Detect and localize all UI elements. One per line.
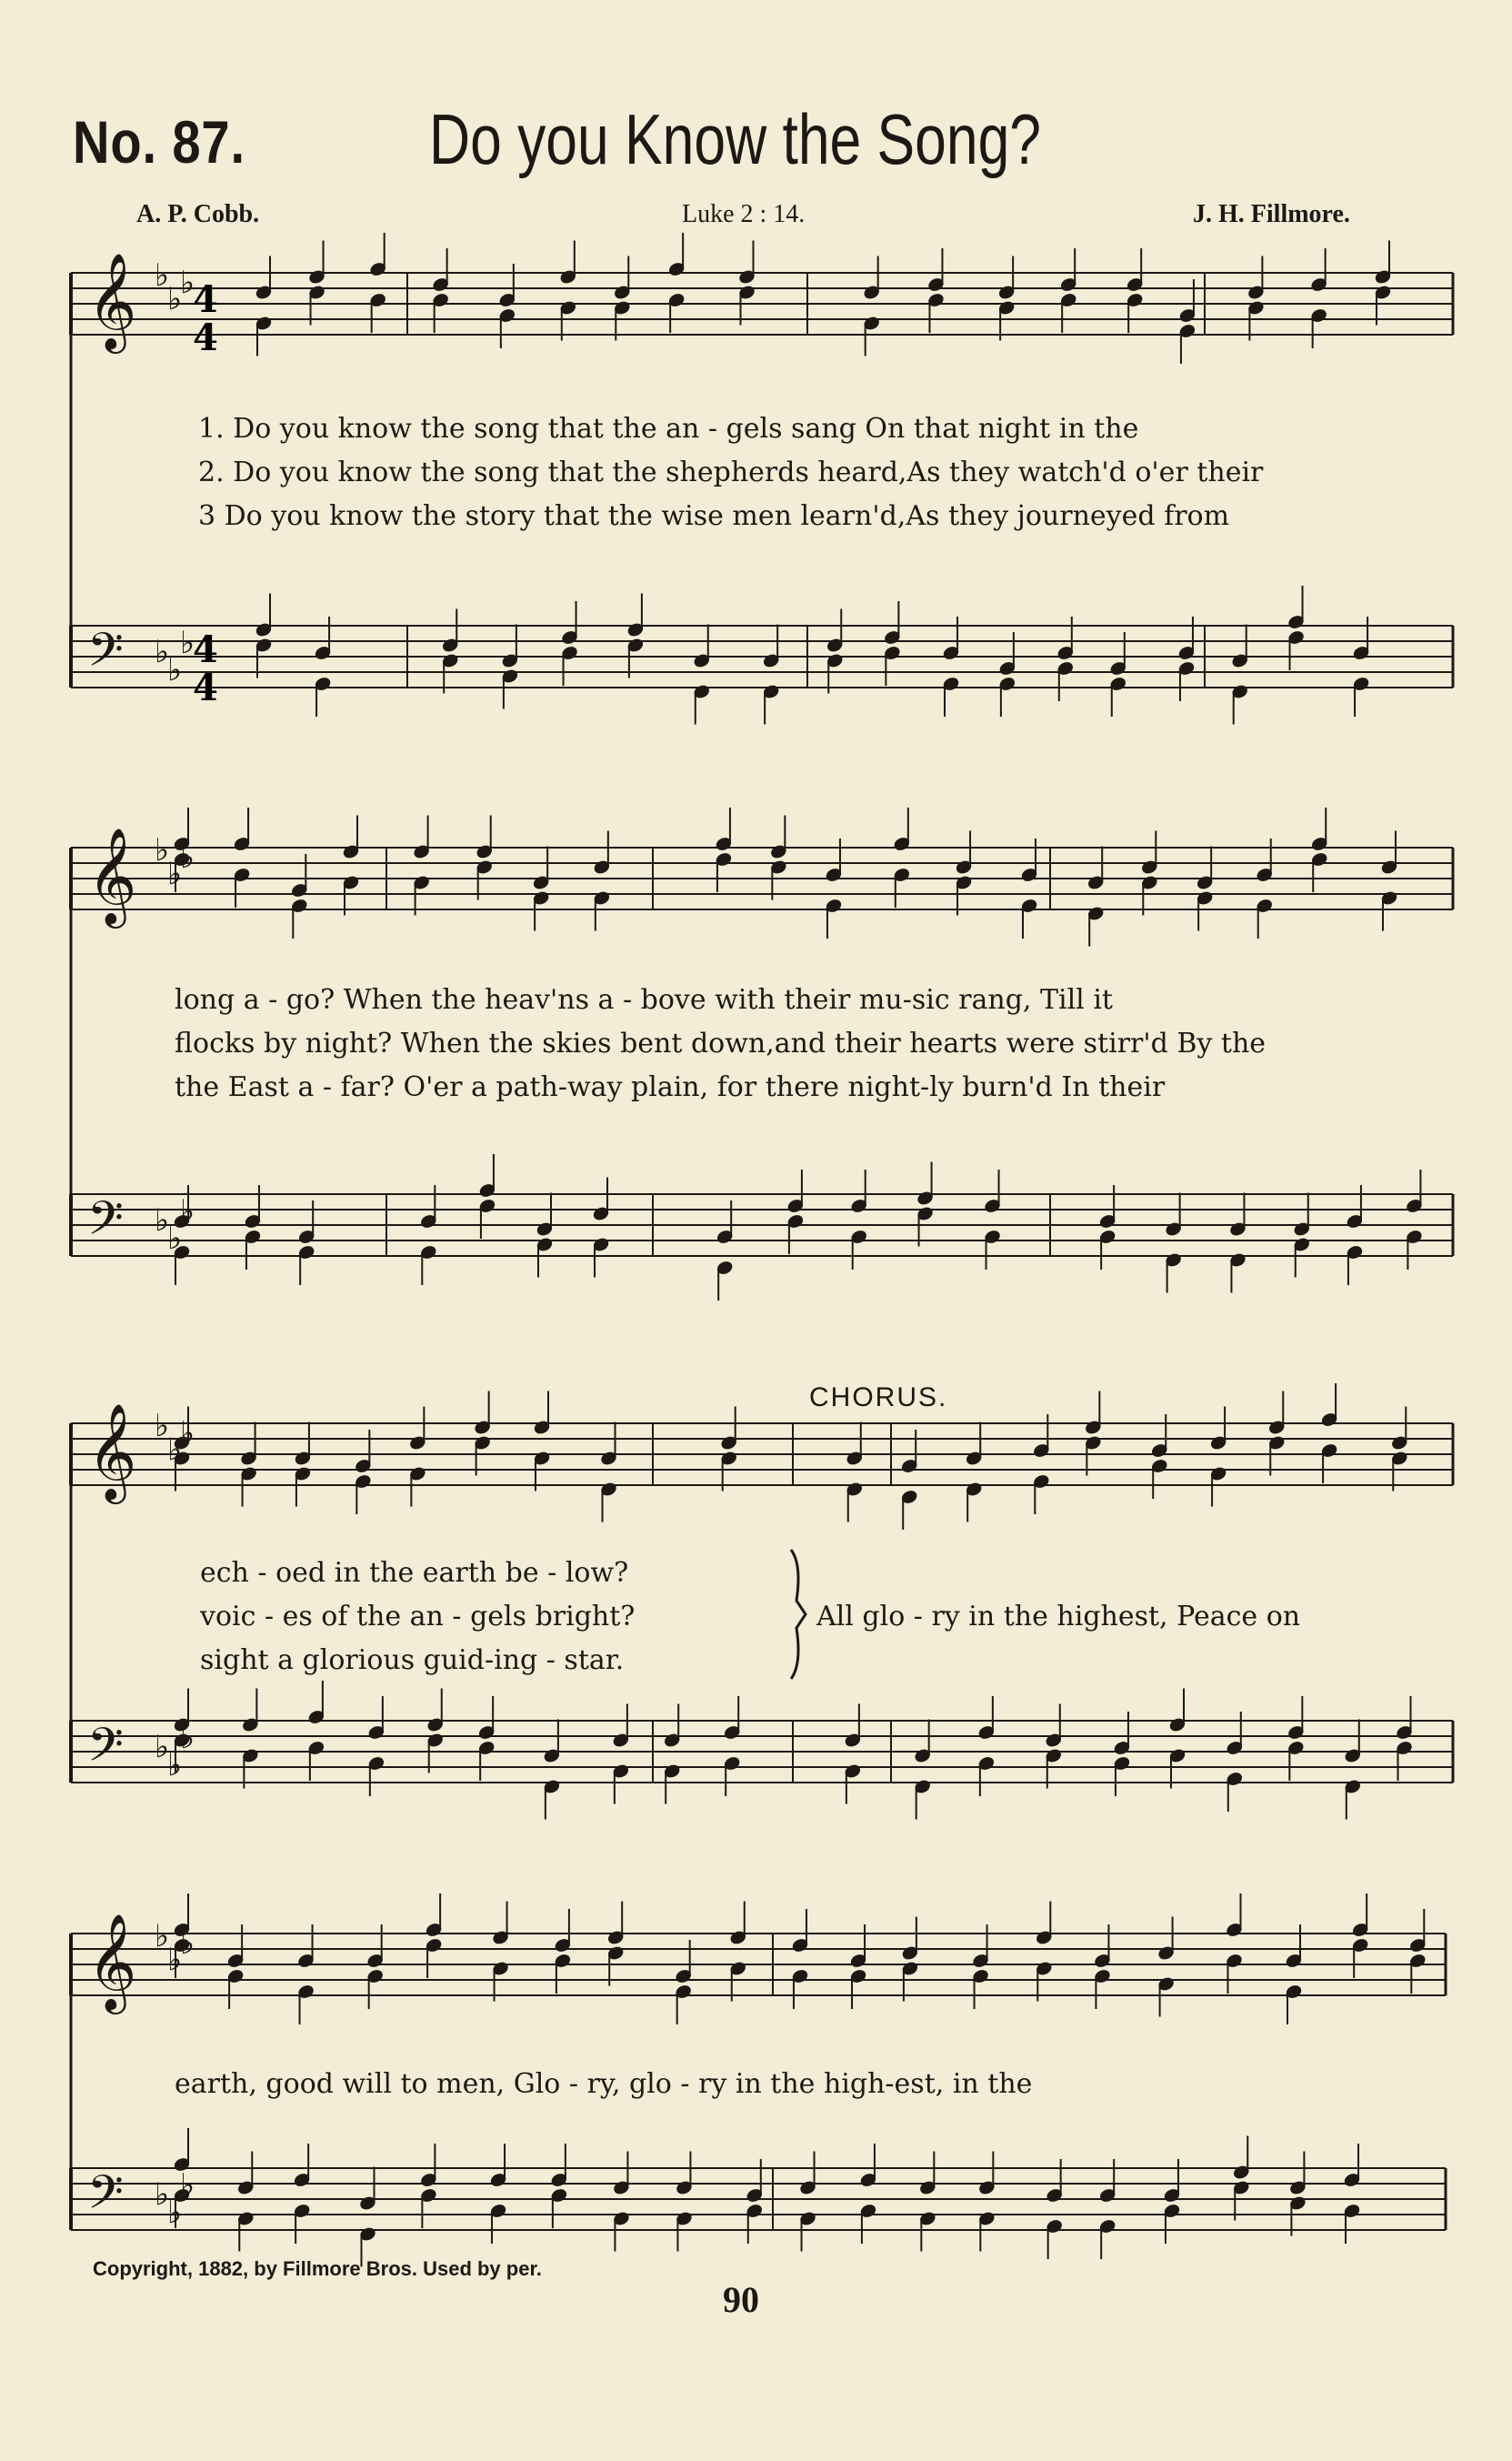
bass-clef-icon: 𝄢 bbox=[87, 2165, 124, 2231]
verse1-line3: ech - oed in the earth be - low? bbox=[200, 1557, 629, 1589]
author-credit: A. P. Cobb. bbox=[136, 200, 260, 228]
bass-clef-icon: 𝄢 bbox=[87, 1190, 124, 1257]
flat-icon: ♭ bbox=[167, 281, 183, 317]
flat-icon: ♭ bbox=[167, 2195, 183, 2231]
system3-verse-endings bbox=[200, 1552, 635, 1683]
treble-clef-icon: 𝄞 bbox=[87, 827, 137, 924]
copyright-notice: Copyright, 1882, by Fillmore Bros. Used by per. bbox=[93, 2257, 542, 2280]
flat-icon: ♭ bbox=[155, 2176, 170, 2213]
verse2-line3: voic - es of the an - gels bright? bbox=[200, 1601, 636, 1632]
flat-icon: ♭ bbox=[155, 1918, 170, 1954]
flat-icon: ♭ bbox=[180, 265, 195, 301]
flat-icon: ♭ bbox=[180, 625, 195, 661]
page-number: 90 bbox=[723, 2279, 759, 2320]
flat-icon: ♭ bbox=[155, 1408, 170, 1444]
flat-icon: ♭ bbox=[167, 1220, 183, 1257]
flat-icon: ♭ bbox=[180, 1720, 195, 1756]
flat-icon: ♭ bbox=[167, 856, 183, 892]
hymn-number: No. 87. bbox=[73, 108, 245, 176]
flat-icon: ♭ bbox=[180, 1925, 195, 1962]
flat-icon: ♭ bbox=[180, 1415, 195, 1451]
verse2-line2: flocks by night? When the skies bent down,and their hearts were stirr'd By the bbox=[175, 1028, 1267, 1060]
flat-icon: ♭ bbox=[167, 1431, 183, 1468]
chorus-label: CHORUS. bbox=[809, 1382, 948, 1412]
scripture-reference: Luke 2 : 14. bbox=[682, 200, 806, 228]
verse3-line3: sight a glorious guid-ing - star. bbox=[200, 1644, 625, 1676]
flat-icon: ♭ bbox=[180, 839, 195, 876]
flat-icon: ♭ bbox=[180, 1193, 195, 1230]
bass-clef-icon: 𝄢 bbox=[87, 1717, 124, 1783]
chorus-lyric-line1: All glo - ry in the highest, Peace on bbox=[816, 1601, 1301, 1632]
bass-time-top: 4 bbox=[193, 628, 218, 671]
verse3-line1: 3 Do you know the story that the wise men learn'd,As they journeyed from bbox=[198, 500, 1230, 532]
chorus-lyric-line2: earth, good will to men, Glo - ry, glo - ry in the high-est, in the bbox=[175, 2068, 1033, 2100]
treble-time-top: 4 bbox=[193, 278, 218, 321]
treble-clef-icon: 𝄞 bbox=[87, 1402, 137, 1500]
flat-icon: ♭ bbox=[155, 1729, 170, 1765]
flat-icon: ♭ bbox=[155, 257, 170, 294]
staff-lines bbox=[71, 273, 1453, 2230]
bass-time-bottom: 4 bbox=[193, 667, 218, 709]
flat-icon: ♭ bbox=[167, 652, 183, 688]
verse3-line2: the East a - far? O'er a path-way plain, for there night-ly burn'd In their bbox=[175, 1071, 1166, 1103]
system2-lyrics bbox=[175, 979, 1266, 1110]
flat-icon: ♭ bbox=[155, 1202, 170, 1239]
treble-clef-icon: 𝄞 bbox=[87, 1913, 137, 2010]
composer-credit: J. H. Fillmore. bbox=[1193, 200, 1350, 228]
verse-brace bbox=[784, 1546, 811, 1683]
treble-time-bottom: 4 bbox=[193, 316, 218, 359]
flat-icon: ♭ bbox=[167, 1942, 183, 1978]
flat-icon: ♭ bbox=[180, 2167, 195, 2204]
treble-clef-icon: 𝄞 bbox=[87, 252, 137, 349]
flat-icon: ♭ bbox=[155, 832, 170, 869]
verse1-line1: 1. Do you know the song that the an - gels sang On that night in the bbox=[198, 413, 1139, 445]
bass-clef-icon: 𝄢 bbox=[87, 622, 124, 688]
verse1-line2: long a - go? When the heav'ns a - bove with their mu-sic rang, Till it bbox=[175, 984, 1113, 1016]
hymn-title: Do you Know the Song? bbox=[429, 99, 1041, 179]
flat-icon: ♭ bbox=[155, 634, 170, 670]
flat-icon: ♭ bbox=[167, 1747, 183, 1783]
system1-lyrics bbox=[198, 407, 1263, 538]
verse2-line1: 2. Do you know the song that the shepherds heard,As they watch'd o'er their bbox=[198, 457, 1264, 488]
